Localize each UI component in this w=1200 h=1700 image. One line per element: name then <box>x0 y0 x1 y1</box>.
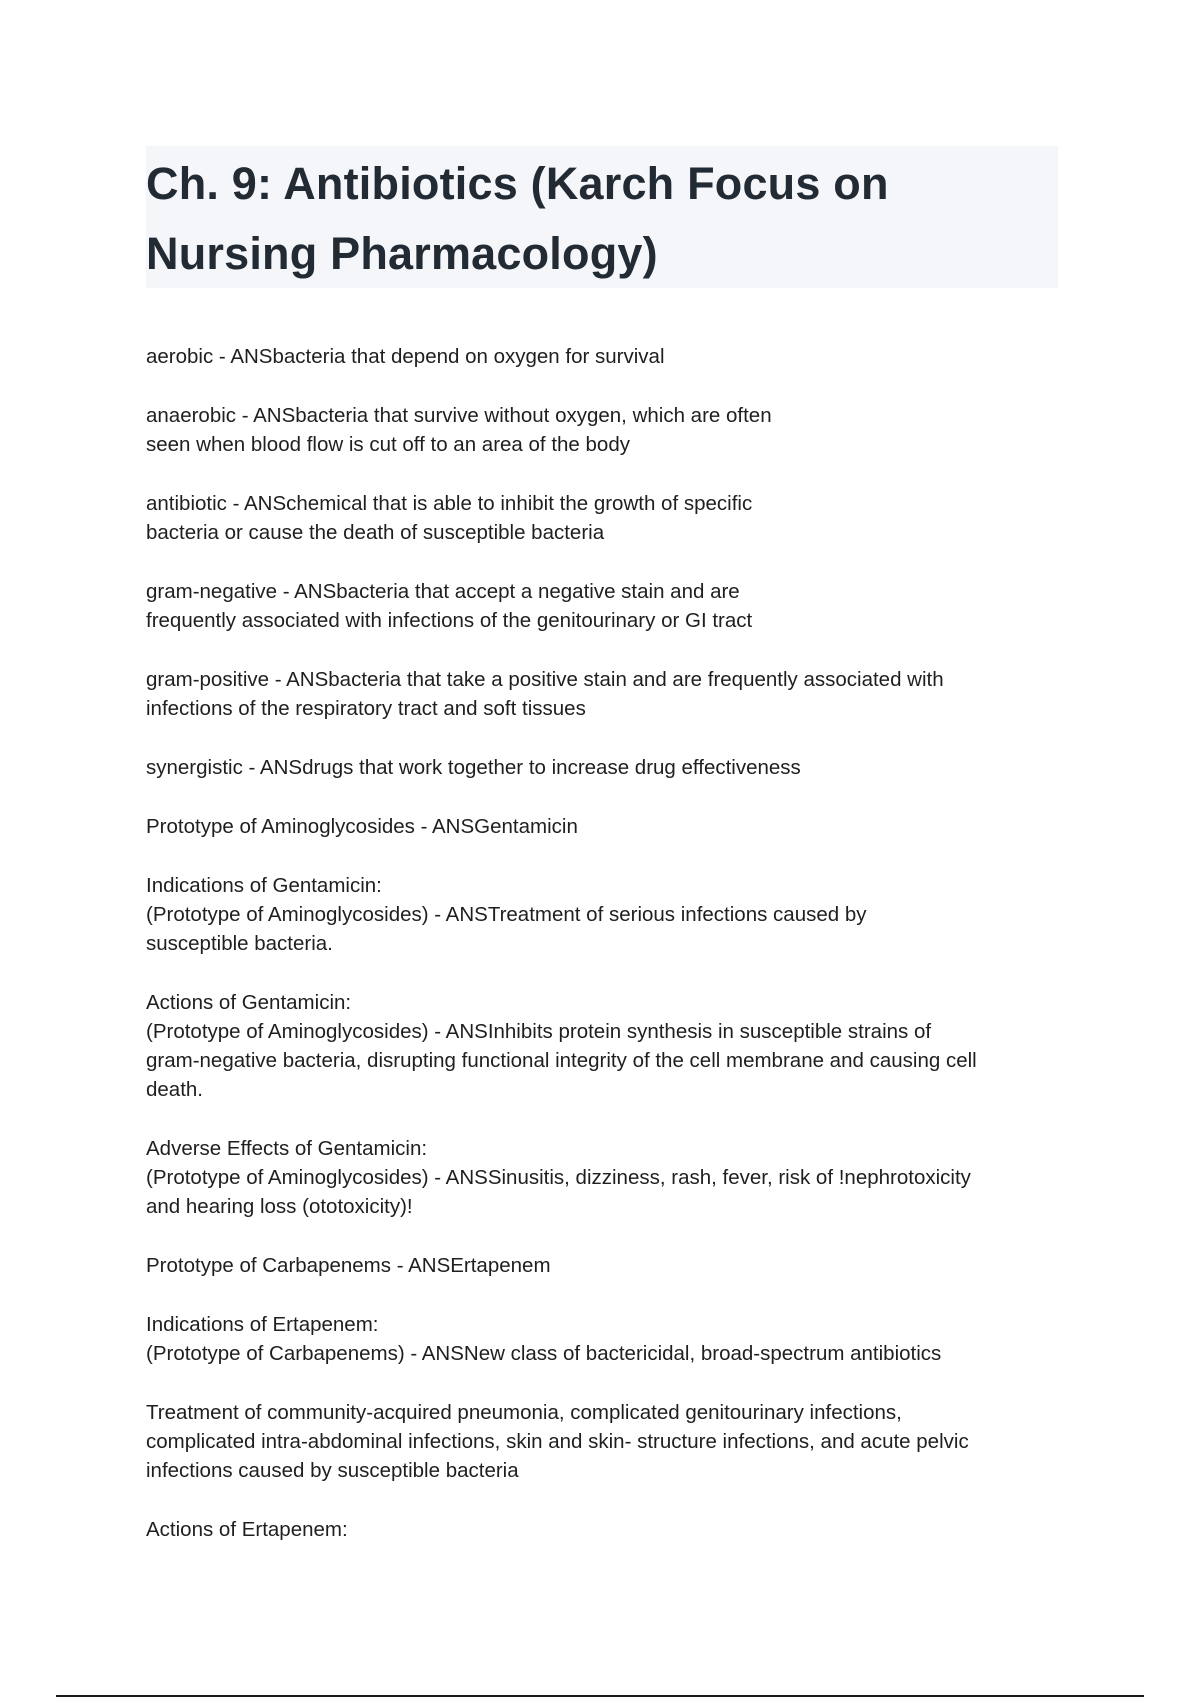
entry-line: and hearing loss (ototoxicity)! <box>146 1195 413 1218</box>
entry-line: Treatment of community-acquired pneumonia, complicated genitourinary infections, <box>146 1401 902 1424</box>
page-bottom-divider <box>56 1695 1144 1697</box>
entry-line: gram-positive - ANSbacteria that take a positive stain and are frequently associated with <box>146 668 944 691</box>
entry-line: Actions of Ertapenem: <box>146 1518 348 1541</box>
entry-line: (Prototype of Aminoglycosides) - ANSInhibits protein synthesis in susceptible strains of <box>146 1020 932 1043</box>
entry-line: aerobic - ANSbacteria that depend on oxygen for survival <box>146 345 665 368</box>
entry-line: frequently associated with infections of the genitourinary or GI tract <box>146 609 753 632</box>
flashcard-entry <box>146 812 1066 841</box>
flashcard-list <box>146 342 1066 1574</box>
entry-line: death. <box>146 1078 203 1101</box>
entry-line: Adverse Effects of Gentamicin: <box>146 1137 428 1160</box>
entry-line: Actions of Gentamicin: <box>146 991 352 1014</box>
flashcard-entry <box>146 871 1066 958</box>
flashcard-entry <box>146 1515 1066 1544</box>
flashcard-entry <box>146 1310 1066 1368</box>
entry-line: complicated intra-abdominal infections, skin and skin- structure infections, and acute pelvic <box>146 1430 969 1453</box>
flashcard-entry <box>146 753 1066 782</box>
entry-line: Indications of Ertapenem: <box>146 1313 379 1336</box>
flashcard-entry <box>146 577 1066 635</box>
entry-line: infections of the respiratory tract and soft tissues <box>146 697 586 720</box>
entry-line: susceptible bacteria. <box>146 932 333 955</box>
flashcard-entry <box>146 1134 1066 1221</box>
flashcard-entry <box>146 1251 1066 1280</box>
entry-line: Prototype of Carbapenems - ANSErtapenem <box>146 1254 551 1277</box>
entry-line: (Prototype of Aminoglycosides) - ANSSinusitis, dizziness, rash, fever, risk of !nephrotoxicity <box>146 1166 971 1189</box>
flashcard-entry <box>146 342 1066 371</box>
flashcard-entry <box>146 401 1066 459</box>
flashcard-entry <box>146 489 1066 547</box>
entry-line: (Prototype of Carbapenems) - ANSNew class of bactericidal, broad-spectrum antibiotics <box>146 1342 942 1365</box>
entry-line: infections caused by susceptible bacteria <box>146 1459 519 1482</box>
entry-line: synergistic - ANSdrugs that work together to increase drug effectiveness <box>146 756 801 779</box>
entry-line: (Prototype of Aminoglycosides) - ANSTreatment of serious infections caused by <box>146 903 867 926</box>
entry-line: gram-negative bacteria, disrupting functional integrity of the cell membrane and causing cell <box>146 1049 977 1072</box>
flashcard-entry <box>146 988 1066 1104</box>
entry-line: antibiotic - ANSchemical that is able to inhibit the growth of specific <box>146 492 753 515</box>
page-title-line: Ch. 9: Antibiotics (Karch Focus on <box>146 158 889 209</box>
entry-line: Prototype of Aminoglycosides - ANSGentamicin <box>146 815 578 838</box>
entry-line: anaerobic - ANSbacteria that survive without oxygen, which are often <box>146 404 772 427</box>
page-title <box>146 149 1046 289</box>
entry-line: gram-negative - ANSbacteria that accept a negative stain and are <box>146 580 740 603</box>
flashcard-entry <box>146 1398 1066 1485</box>
entry-line: bacteria or cause the death of susceptible bacteria <box>146 521 605 544</box>
page-title-line: Nursing Pharmacology) <box>146 228 658 279</box>
title-block <box>146 146 1058 288</box>
entry-line: Indications of Gentamicin: <box>146 874 382 897</box>
flashcard-entry <box>146 665 1066 723</box>
entry-line: seen when blood flow is cut off to an area of the body <box>146 433 630 456</box>
